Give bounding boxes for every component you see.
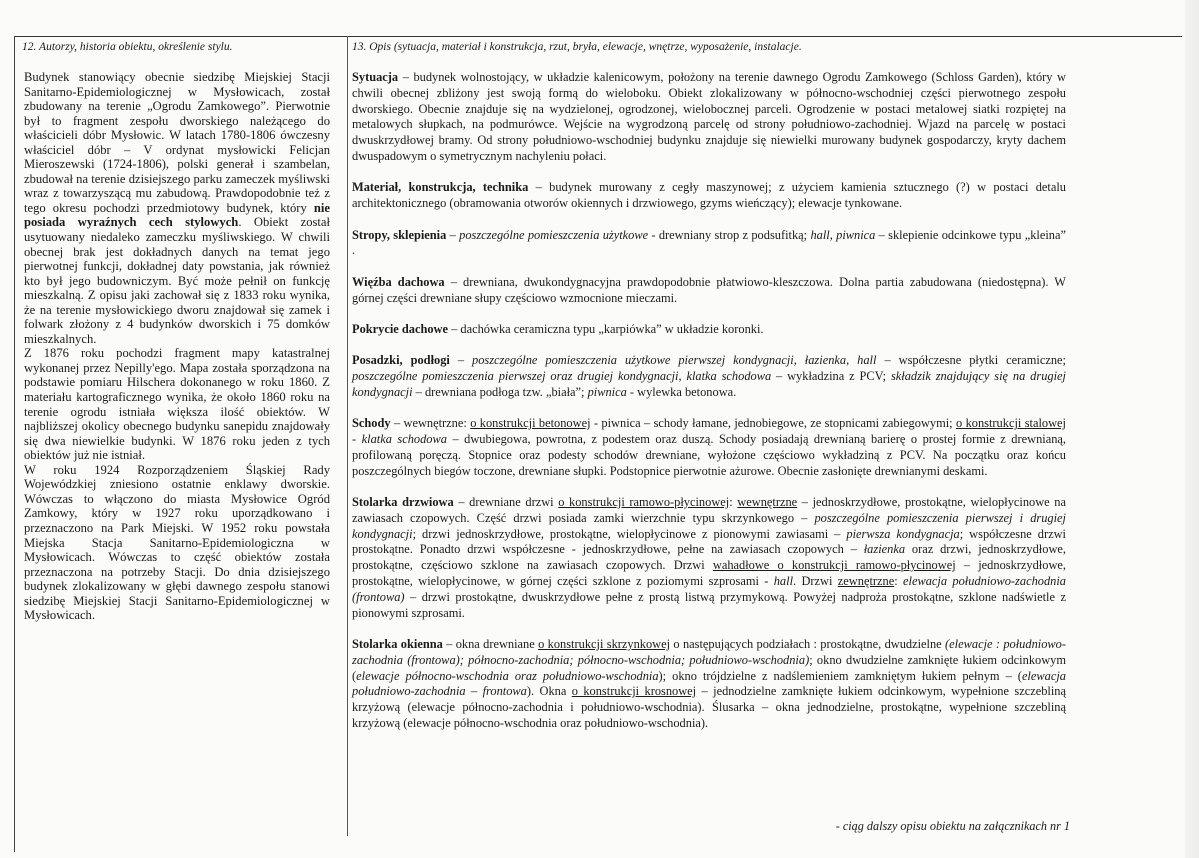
material-paragraph: Materiał, konstrukcja, technika – budynek murowany z cegły maszynowej; z użyciem kamienia sztucznego (?) w postaci detalu architektonicznego (obramowania otworów okiennych i drzwiowego, gzyms wieńczący); elewacje tynkowane. [352, 180, 1066, 211]
wiezba-paragraph: Więźba dachowa – drewniana, dwukondygnacyjna prawdopodobnie płatwiowo-kleszczowa. Dolna partia zabudowana (niedostępna). W górnej części drewniane słupy częściowo wzmocnione mieczami. [352, 274, 1066, 305]
history-paragraph-3: W roku 1924 Rozporządzeniem Śląskiej Rady Wojewódzkiej zniesiono ostatnie enklawy dworskie. Wówczas to włączono do miasta Mysłowice Ogród Zamkowy, który w 1927 roku uporządkowano i przeznaczono na Park Miejski. W 1952 roku powstała Miejska Stacja Sanitarno-Epidemiologiczna w Mysłowicach. Wówczas to część obiektów została przeznaczona na potrzeby Stacji. Do dnia dzisiejszego budynek zlokalizowany w głębi dawnego zespołu stanowi siedzibę Miejskiej Stacji Sanitarno-Epidemiologicznej w Mysłowicach. [24, 462, 330, 623]
column-divider [347, 36, 348, 836]
section-13-title: 13. Opis (sytuacja, materiał i konstrukcja, rzut, bryła, elewacje, wnętrze, wyposażenie, instalacje. [352, 41, 802, 53]
history-paragraph-2: Z 1876 roku pochodzi fragment mapy katastralnej wykonanej przez Nepilly'ego. Mapa została sporządzona na podstawie pomiaru Hilschera dokonanego w roku 1860. Z materiału kartograficznego wynika, że około 1860 roku na terenie ogrodu istniała większa ilość obiektów. W najbliższej okolicy obecnego budynku sanepidu znajdowały się dwa niewielkie budynki. W 1876 roku jeden z tych obiektów już nie istniał. [24, 346, 330, 463]
history-paragraph-1: Budynek stanowiący obecnie siedzibę Miejskiej Stacji Sanitarno-Epidemiologicznej w Mysłowicach, został zbudowany na terenie „Ogrodu Zamkowego”. Pierwotnie był to fragment zespołu dworskiego należącego do właścicieli dóbr Mysłowic. W latach 1780-1806 ówczesny właściciel dóbr – V ordynat mysłowicki Felicjan Mieroszewski (1724-1806), polski generał i szambelan, zbudował na terenie dzisiejszego parku zameczek myśliwski wraz z towarzyszącą mu zabudową. Prawdopodobnie też z tego okresu pochodzi przedmiotowy budynek, który nie posiada wyraźnych cech stylowych. Obiekt został usytuowany niedaleko zameczku myśliwskiego. W chwili obecnej brak jest dokładnych danych na temat jego pierwotnej funkcji, dokładnej daty powstania, jak również kto był jego budowniczym. Być może pełnił on funkcję mieszkalną. Z opisu jaki zachował się z 1833 roku wynika, że na terenie mysłowickiego dworu znajdował się zamek i folwark złożony z 4 budynków dworskich i 75 domków mieszkalnych. [24, 70, 330, 346]
style-statement: nie posiada wyraźnych cech stylowych [24, 200, 330, 230]
posadzki-paragraph: Posadzki, podłogi – poszczególne pomieszczenia użytkowe pierwszej kondygnacji, łazienka, hall – współczesne płytki ceramiczne; poszczególne pomieszczenia pierwszej oraz drugiej kondygnacji, klatka schodowa – wykładzina z PCV; składzik znajdujący się na drugiej kondygnacji – drewniana podłoga tzw. „biała”; piwnica - wylewka betonowa. [352, 353, 1066, 399]
continuation-note: - ciąg dalszy opisu obiektu na załącznikach nr 1 [835, 819, 1070, 833]
history-column [24, 70, 330, 623]
stropy-paragraph: Stropy, sklepienia – poszczególne pomieszczenia użytkowe - drewniany strop z podsufitką; hall, piwnica – sklepienie odcinkowe typu „kleina” . [352, 227, 1066, 258]
section-12-title: 12. Autorzy, historia obiektu, określenie stylu. [22, 41, 233, 53]
sytuacja-paragraph: Sytuacja – budynek wolnostojący, w układzie kalenicowym, położony na terenie dawnego Ogrodu Zamkowego (Schloss Garden), który w chwili obecnej zbliżony jest swoją formą do wieloboku. Obiekt zlokalizowany w północno-wschodniej części pierwotnego zespołu dworskiego. Obecnie znajduje się na wydzielonej, ogrodzonej, wielobocznej parceli. Ogrodzenie w postaci metalowej siatki rozpiętej na metalowych słupkach, na podmurówce. Wejście na wygrodzoną parcelę od strony południowo-zachodniej. Wjazd na parcelę w postaci dwuskrzydłowej bramy. Od strony południowo-wschodniej budynku znajduje się niewielki murowany budynek gospodarczy, kryty dachem dwuspadowym o symetrycznym nachyleniu połaci. [352, 70, 1066, 163]
pokrycie-paragraph: Pokrycie dachowe – dachówka ceramiczna typu „karpiówka” w układzie koronki. [352, 321, 764, 336]
description-column [352, 70, 1066, 747]
okna-paragraph: Stolarka okienna – okna drewniane o konstrukcji skrzynkowej o następujących podziałach : prostokątne, dwudzielne (elewacje : południowo-zachodnia (frontowa); północno-zachodnia; północno-wschodnia; południowo-wschodnia); okno dwudzielne zamknięte łukiem odcinkowym (elewacje północno-wschodnia oraz południowo-wschodnia); okno trójdzielne z nadślemieniem zamkniętym łukiem pełnym – (elewacja południowo-zachodnia – frontowa). Okna o konstrukcji krosnowej – jednodzielne zamknięte łukiem odcinkowym, wypełnione szczebliną krzyżową (elewacje północno-zachodnia i południowo-wschodnia). Ślusarka – okna jednodzielne, prostokątne, wypełnione szczebliną krzyżową (elewacje północno-wschodnia oraz południowo-wschodnia). [352, 637, 1066, 731]
schody-paragraph: Schody – wewnętrzne: o konstrukcji betonowej - piwnica – schody łamane, jednobiegowe, ze stopnicami zabiegowymi; o konstrukcji stalowej - klatka schodowa – dwubiegowa, powrotna, z podestem oraz duszą. Schody posiadają drewnianą barierę o prostej formie z drewnianą, profilowaną poręczą. Stopnice oraz podesty schodów drewniane, wyłożone częściowo wykładziną z PCV. Na początku oraz końcu poszczególnych biegów toczone, drewniane słupki. Podstopnice pierwotnie ażurowe. Obecnie zasłonięte drewnianymi deskami. [352, 416, 1066, 478]
header-rule [14, 36, 1182, 37]
drzwi-paragraph: Stolarka drzwiowa – drewniane drzwi o konstrukcji ramowo-płycinowej: wewnętrzne – jednoskrzydłowe, prostokątne, wielopłycinowe na zawiasach czopowych. Część drzwi posiada zamki wierzchnie typu skrzynkowego – poszczególne pomieszczenia pierwszej i drugiej kondygnacji; drzwi jednoskrzydłowe, prostokątne, wielopłycinowe z pionowymi zawiasami – pierwsza kondygnacja; współczesne drzwi prostokątne. Ponadto drzwi współczesne - jednoskrzydłowe, pełne na zawiasach czopowych – łazienka oraz drzwi, jednoskrzydłowe, prostokątne, częściowo szklone na zawiasach czopowych. Drzwi wahadłowe o konstrukcji ramowo-płycinowej – jednoskrzydłowe, prostokątne, wielopłycinowe, w górnej części szklone z poziomymi szprosami - hall. Drzwi zewnętrzne: elewacja południowo-zachodnia (frontowa) – drzwi prostokątne, dwuskrzydłowe pełne z prostą listwą przymykową. Powyżej nadproża prostokątne, szklone nadświetle z pionowymi szprosami. [352, 495, 1067, 620]
scan-edge [1185, 0, 1199, 858]
left-border [14, 36, 15, 852]
